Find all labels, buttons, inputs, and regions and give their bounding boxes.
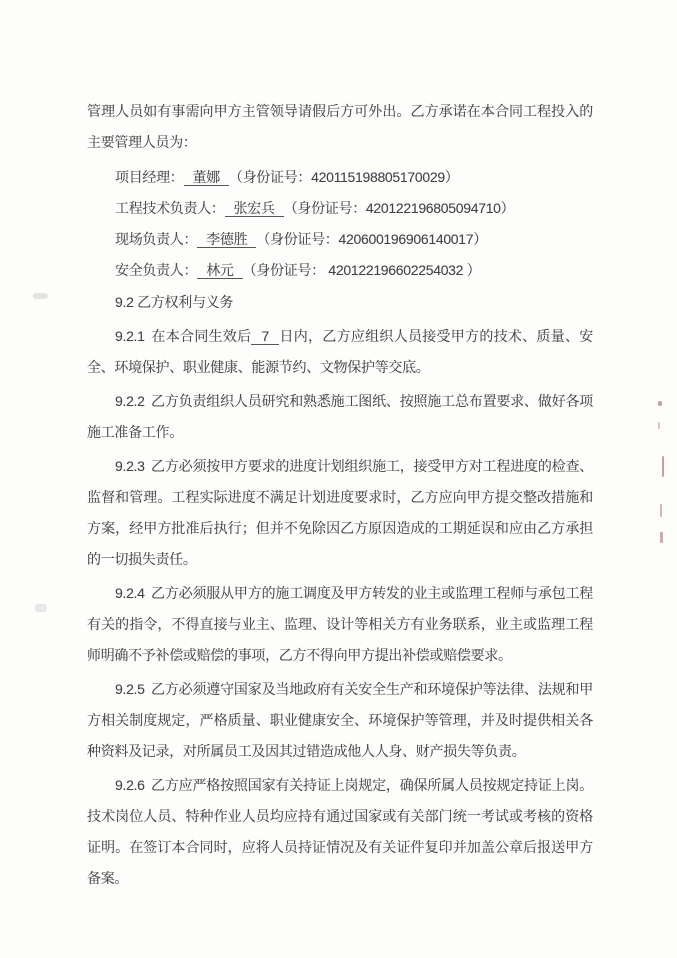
clause-9-2-5 — [87, 674, 593, 767]
scan-smudge — [33, 293, 48, 299]
clause-9-2-2 — [87, 386, 593, 448]
clause-number: 9.2.5 — [115, 681, 145, 697]
role-label: 安全负责人： — [115, 262, 198, 278]
clause-9-2-1 — [87, 321, 593, 383]
filled-blank-days: 7 — [251, 328, 279, 345]
person-name-underlined: 林元 — [197, 262, 242, 279]
scan-mark — [660, 532, 663, 543]
clause-9-2-3 — [87, 451, 593, 575]
scan-mark — [658, 422, 660, 429]
clause-text: 乙方应严格按照国家有关持证上岗规定，确保所属人员按规定持证上岗。技术岗位人员、特种作业人员均应持有通过国家或有关部门统一考试或考核的资格证明。在签订本合同时，应将人员持证情况及有关证件复印并加盖公章后报送甲方备案。 — [87, 777, 593, 886]
scan-mark — [660, 504, 662, 517]
clause-number: 9.2.2 — [115, 393, 145, 409]
clause-number: 9.2.4 — [115, 585, 145, 601]
clause-text: 日内，乙方应组织人员接受甲方的技术、质量、安全、环境保护、职业健康、能源节约、文物保护等交底。 — [87, 328, 593, 375]
person-id: （身份证号：420600196906140017） — [256, 231, 487, 247]
personnel-row-technical-lead — [87, 193, 593, 224]
section-heading-9-2: 9.2 乙方权利与义务 — [115, 294, 234, 310]
scan-mark — [658, 401, 662, 406]
person-name-underlined: 张宏兵 — [225, 200, 284, 217]
clause-text: 乙方必须遵守国家及当地政府有关安全生产和环境保护等法律、法规和甲方相关制度规定，严格质量、职业健康安全、环境保护等管理，并及时提供相关各种资料及记录，对所属员工及因其过错造成他人人身、财产损失等负责。 — [87, 681, 593, 759]
role-label: 现场负责人： — [115, 231, 198, 247]
clause-9-2-6 — [87, 770, 593, 894]
scan-mark — [662, 456, 664, 477]
intro-paragraph: 管理人员如有事需向甲方主管领导请假后方可外出。乙方承诺在本合同工程投入的主要管理人员为： — [87, 103, 593, 150]
scan-smudge — [35, 604, 47, 612]
personnel-row-project-manager — [87, 162, 593, 193]
person-id: （身份证号：420115198805170029） — [228, 169, 459, 185]
person-name-underlined: 李德胜 — [197, 231, 256, 248]
role-label: 工程技术负责人： — [115, 200, 225, 216]
clause-number: 9.2.6 — [115, 777, 145, 793]
clause-number: 9.2.1 — [115, 328, 145, 344]
clause-text: 乙方负责组织人员研究和熟悉施工图纸、按照施工总布置要求、做好各项施工准备工作。 — [87, 393, 593, 440]
personnel-row-site-lead — [87, 224, 593, 255]
clause-text: 乙方必须按甲方要求的进度计划组织施工，接受甲方对工程进度的检查、监督和管理。工程实际进度不满足计划进度要求时，乙方应向甲方提交整改措施和方案，经甲方批准后执行；但并不免除因乙方原因造成的工期延误和应由乙方承担的一切损失责任。 — [87, 458, 593, 567]
role-label: 项目经理： — [115, 169, 184, 185]
person-id: （身份证号： 420122196602254032 ） — [242, 262, 481, 278]
clause-text: 乙方必须服从甲方的施工调度及甲方转发的业主或监理工程师与承包工程有关的指令，不得直接与业主、监理、设计等相关方有业务联系，业主或监理工程师明确不予补偿或赔偿的事项，乙方不得向甲方提出补偿或赔偿要求。 — [87, 585, 593, 663]
clause-text: 在本合同生效后 — [150, 328, 252, 344]
clause-9-2-4 — [87, 578, 593, 671]
personnel-list — [87, 162, 593, 286]
person-id: （身份证号：420122196805094710） — [283, 200, 515, 216]
clause-number: 9.2.3 — [115, 458, 145, 474]
person-name-underlined: 董娜 — [184, 169, 229, 186]
personnel-row-safety-lead — [87, 255, 593, 286]
contract-body — [87, 96, 593, 894]
